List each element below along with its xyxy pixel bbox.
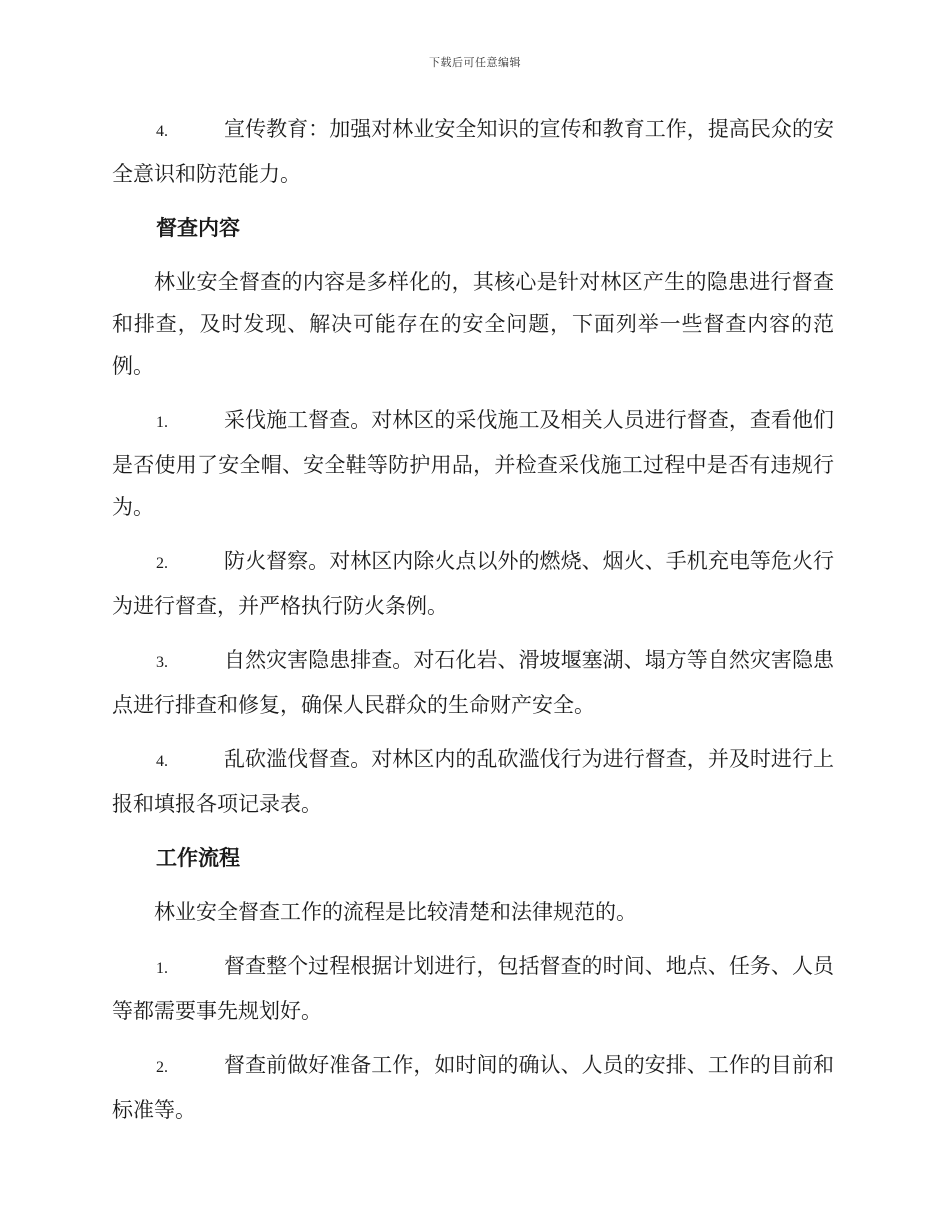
list-item [112,945,834,1032]
page-header: 下载后可任意编辑 [429,56,521,69]
list-text: 乱砍滥伐督查。对林区内的乱砍滥伐行为进行督查，并及时进行上报和填报各项记录表。 [112,747,834,816]
list-text: 督查整个过程根据计划进行，包括督查的时间、地点、任务、人员等都需要事先规划好。 [112,954,834,1023]
list-text: 督查前做好准备工作，如时间的确认、人员的安排、工作的目前和标准等。 [112,1053,834,1122]
paragraph: 林业安全督查的内容是多样化的，其核心是针对林区产生的隐患进行督查和排查，及时发现、解决可能存在的安全问题，下面列举一些督查内容的范例。 [112,270,834,378]
list-text: 采伐施工督查。对林区的采伐施工及相关人员进行督查，查看他们是否使用了安全帽、安全鞋等防护用品，并检查采伐施工过程中是否有违规行为。 [112,408,834,519]
list-item [112,108,834,195]
list-item [112,639,834,726]
list-number: 4. [156,123,168,140]
list-item [112,1044,834,1131]
list-item [112,540,834,627]
section-heading-workflow: 工作流程 [156,846,240,870]
list-text: 宣传教育：加强对林业安全知识的宣传和教育工作，提高民众的安全意识和防范能力。 [112,117,834,186]
list-number: 2. [156,555,168,572]
paragraph: 林业安全督查工作的流程是比较清楚和法律规范的。 [154,900,637,924]
list-number: 1. [156,414,168,431]
list-text: 防火督察。对林区内除火点以外的燃烧、烟火、手机充电等危火行为进行督查，并严格执行防火条例。 [112,549,834,618]
section-heading-inspection-content: 督查内容 [156,216,240,240]
list-number: 2. [156,1059,168,1076]
list-item [112,738,834,825]
list-number: 1. [156,960,168,977]
list-item [112,399,834,528]
document-body [112,108,834,1143]
list-text: 自然灾害隐患排查。对石化岩、滑坡堰塞湖、塌方等自然灾害隐患点进行排查和修复，确保人民群众的生命财产安全。 [112,648,834,717]
list-number: 3. [156,654,168,671]
list-number: 4. [156,753,168,770]
